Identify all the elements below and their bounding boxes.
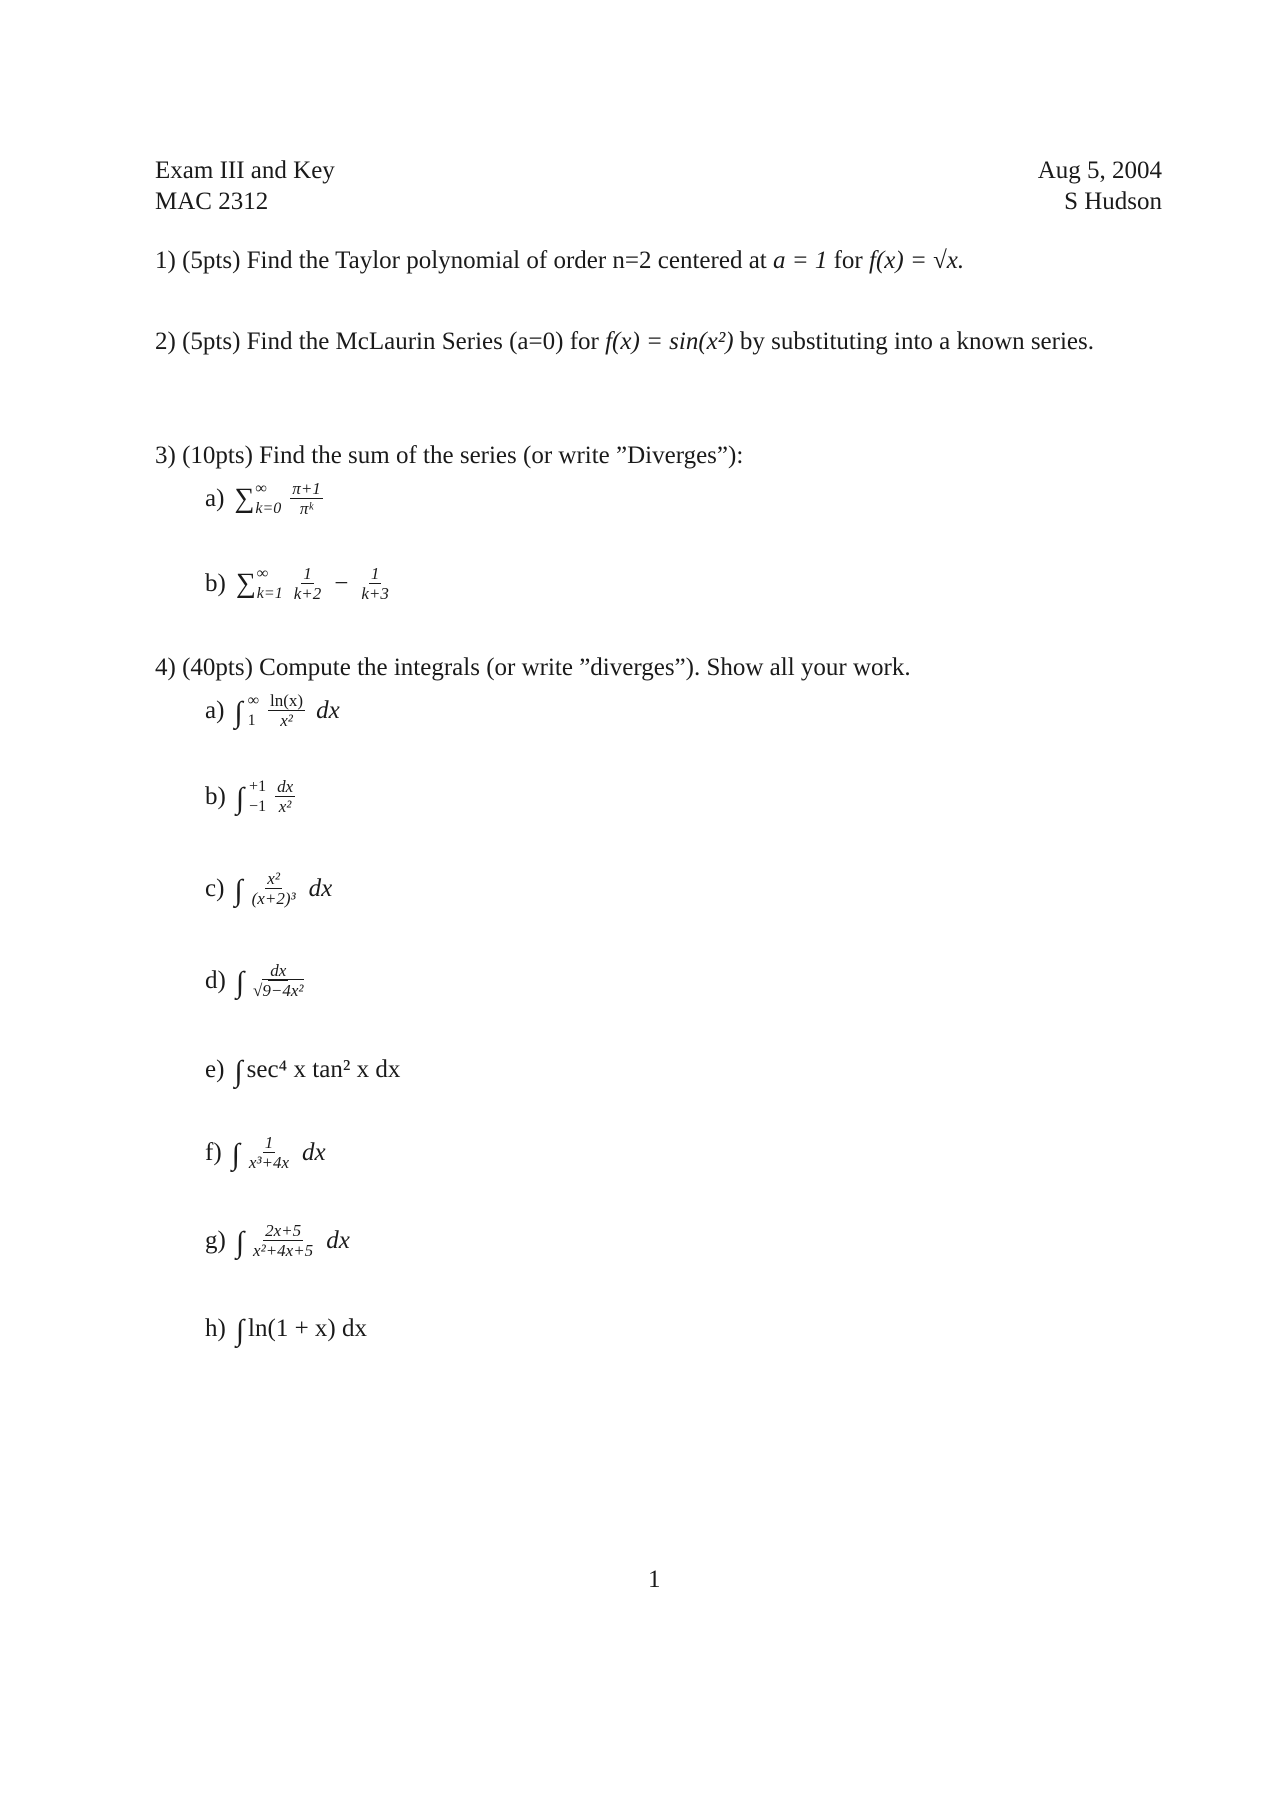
problem-1-for: for bbox=[833, 247, 863, 274]
problem-2 bbox=[155, 326, 1163, 357]
problem-4g-label: g) bbox=[205, 1226, 226, 1254]
fraction-numerator: dx bbox=[277, 777, 294, 796]
integral-symbol: ∫ bbox=[235, 1225, 245, 1259]
problem-4e bbox=[205, 1053, 400, 1087]
differential: dx bbox=[302, 1138, 326, 1166]
differential: dx bbox=[316, 696, 340, 724]
fraction bbox=[359, 565, 391, 602]
sum-upper: ∞ bbox=[256, 564, 269, 582]
problem-4h-label: h) bbox=[205, 1315, 226, 1342]
problem-4b bbox=[205, 778, 298, 815]
fraction bbox=[268, 692, 305, 729]
sum-symbol: ∑ bbox=[235, 567, 256, 599]
sum-upper: ∞ bbox=[255, 479, 267, 497]
fraction-denominator: x²+4x+5 bbox=[253, 1241, 314, 1260]
fraction-denominator: πᵏ bbox=[299, 499, 314, 518]
course-code: MAC 2312 bbox=[155, 188, 269, 215]
sum-limits bbox=[257, 566, 283, 602]
fraction-numerator: 1 bbox=[303, 564, 312, 583]
problem-4d-label: d) bbox=[205, 966, 226, 994]
problem-1-function: f(x) = √x. bbox=[869, 247, 965, 274]
integral-limits bbox=[248, 693, 259, 729]
integral-symbol: ∫ bbox=[235, 965, 245, 999]
header-right bbox=[1038, 155, 1162, 217]
fraction-numerator: dx bbox=[270, 961, 287, 980]
integral-symbol: ∫ bbox=[234, 695, 243, 729]
integral-lower: 1 bbox=[247, 711, 256, 729]
problem-3a bbox=[205, 480, 326, 517]
problem-4a-label: a) bbox=[205, 696, 225, 724]
fraction-denominator: x² bbox=[280, 711, 293, 730]
problem-1-text: 1) (5pts) Find the Taylor polynomial of order n=2 centered at bbox=[155, 247, 767, 274]
integral-limits bbox=[249, 779, 266, 815]
problem-4 bbox=[155, 652, 911, 683]
problem-3b-label: b) bbox=[205, 569, 226, 597]
problem-4f bbox=[205, 1134, 326, 1171]
problem-1 bbox=[155, 245, 964, 276]
problem-2-text-after: by substituting into a known series. bbox=[739, 328, 1094, 355]
fraction-denominator: x³+4x bbox=[248, 1153, 290, 1172]
integral-upper: ∞ bbox=[247, 691, 260, 709]
fraction-numerator: 1 bbox=[264, 1133, 274, 1152]
integrand-expression: ln(1 + x) dx bbox=[248, 1315, 367, 1342]
problem-4-text: 4) (40pts) Compute the integrals (or write ”diverges”). Show all your work. bbox=[155, 654, 911, 681]
fraction-denominator: k+2 bbox=[293, 584, 322, 603]
fraction bbox=[247, 1134, 291, 1171]
differential: dx bbox=[326, 1226, 350, 1254]
sum-limits bbox=[255, 481, 281, 517]
problem-2-function: f(x) = sin(x²) bbox=[605, 328, 734, 355]
fraction-numerator: π+1 bbox=[292, 479, 321, 498]
minus-sign: − bbox=[334, 569, 349, 597]
fraction bbox=[251, 962, 305, 999]
exam-title: Exam III and Key bbox=[155, 157, 335, 184]
problem-1-center: a = 1 bbox=[772, 247, 828, 274]
author-name: S Hudson bbox=[1064, 188, 1162, 215]
exam-date: Aug 5, 2004 bbox=[1037, 157, 1162, 184]
integral-symbol: ∫ bbox=[235, 1314, 245, 1347]
problem-4c bbox=[205, 870, 332, 907]
fraction bbox=[292, 565, 324, 602]
problem-4h bbox=[205, 1312, 367, 1346]
sqrt-radicand: 9−4x² bbox=[262, 981, 304, 1000]
problem-4e-label: e) bbox=[205, 1056, 225, 1083]
sum-lower: k=1 bbox=[256, 584, 283, 602]
sum-symbol: ∑ bbox=[234, 482, 255, 514]
fraction bbox=[290, 480, 323, 517]
problem-4a bbox=[205, 692, 340, 729]
problem-3-text: 3) (10pts) Find the sum of the series (or write ”Diverges”): bbox=[155, 442, 744, 469]
fraction bbox=[250, 870, 298, 907]
sum-lower: k=0 bbox=[255, 499, 282, 517]
problem-4d bbox=[205, 962, 309, 999]
problem-4f-label: f) bbox=[205, 1138, 222, 1166]
problem-2-text: 2) (5pts) Find the McLaurin Series (a=0) for bbox=[155, 328, 599, 355]
integral-upper: +1 bbox=[249, 777, 267, 795]
fraction-numerator: x² bbox=[267, 869, 280, 888]
fraction-numerator: ln(x) bbox=[270, 691, 304, 710]
fraction-numerator: 2x+5 bbox=[265, 1221, 302, 1240]
header-left bbox=[155, 155, 335, 217]
problem-3a-label: a) bbox=[205, 484, 225, 512]
fraction-denominator: x² bbox=[278, 797, 292, 816]
integral-lower: −1 bbox=[249, 797, 267, 815]
integrand-expression: sec⁴ x tan² x dx bbox=[246, 1056, 401, 1083]
fraction-denominator: (x+2)³ bbox=[251, 889, 296, 908]
integral-symbol: ∫ bbox=[234, 1055, 243, 1088]
fraction bbox=[275, 778, 295, 815]
problem-4c-label: c) bbox=[205, 874, 225, 902]
integral-symbol: ∫ bbox=[234, 873, 243, 907]
fraction bbox=[251, 1222, 315, 1259]
problem-4b-label: b) bbox=[205, 782, 226, 810]
fraction-denominator: k+3 bbox=[361, 584, 389, 603]
problem-4g bbox=[205, 1222, 350, 1259]
fraction-denominator: √9−4x² bbox=[253, 981, 304, 1000]
problem-3 bbox=[155, 440, 743, 471]
fraction-numerator: 1 bbox=[370, 564, 380, 583]
integral-symbol: ∫ bbox=[231, 1137, 240, 1171]
problem-3b bbox=[205, 565, 394, 602]
differential: dx bbox=[308, 874, 333, 902]
integral-symbol: ∫ bbox=[235, 781, 245, 815]
page-number: 1 bbox=[648, 1566, 661, 1593]
